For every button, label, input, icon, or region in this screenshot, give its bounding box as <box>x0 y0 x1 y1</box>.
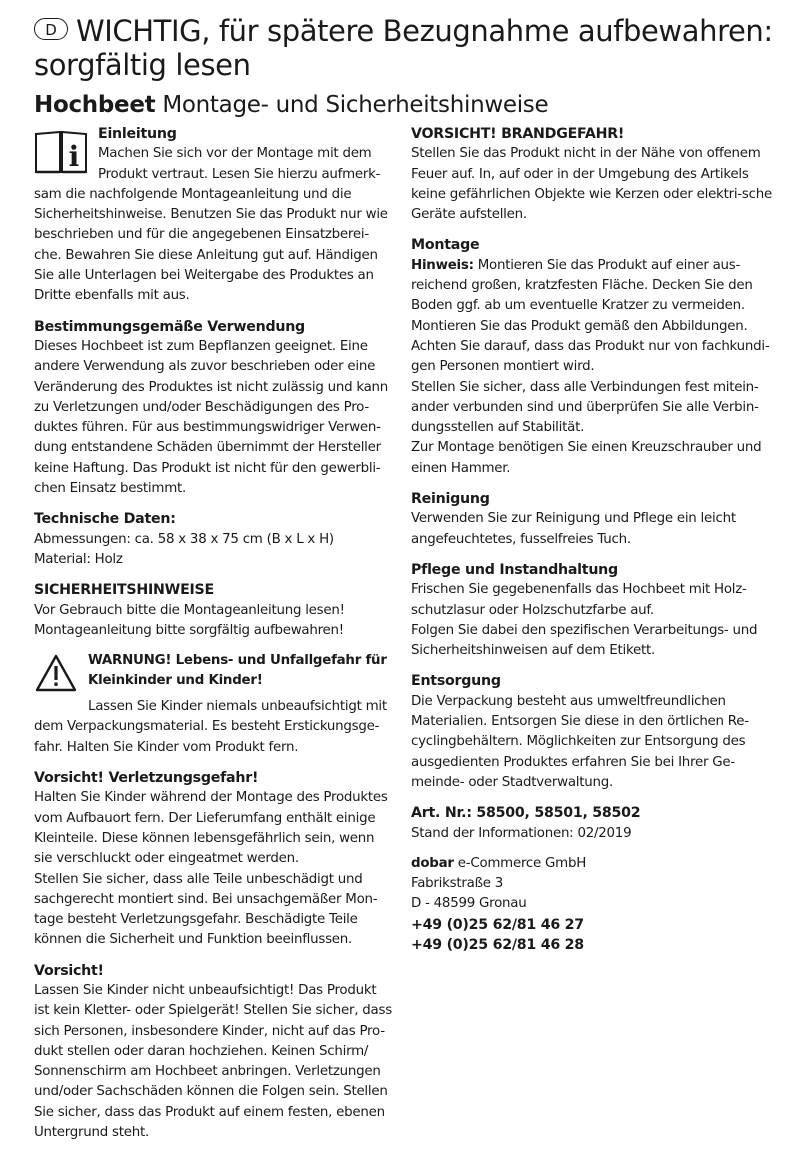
section-brandgefahr <box>411 124 783 225</box>
montage-heading: Montage <box>411 237 480 254</box>
einleitung-text: Machen Sie sich vor der Montage mit dem Produkt vertraut. Lesen Sie hierzu aufmerk-sam die nachfolgende Montageanleitung und die Sicherheitshinweise. Benutzen Sie das Produkt nur wie beschrieben und für die angegebenen Einsatzberei-che. Bewahren Sie diese Anleitung gut auf. Händigen Sie alle Unterlagen bei Weitergabe des Produktes an Dritte ebenfalls mit aus. <box>34 146 388 304</box>
section-entsorgung <box>411 671 783 793</box>
company-city: D - 48599 Gronau <box>411 896 527 912</box>
warnung-text: Lassen Sie Kinder niemals unbeaufsichtigt mit dem Verpackungsmaterial. Es besteht Erstickungsge-fahr. Halten Sie Kinder vom Produkt fern. <box>34 699 387 755</box>
sicherheit-heading: SICHERHEITSHINWEISE <box>34 582 214 599</box>
pflege-text-1: Frischen Sie gegebenenfalls das Hochbeet mit Holz-schutzlasur oder Holzschutzfarbe auf. <box>411 582 747 618</box>
montage-hinweis-text: Montieren Sie das Produkt auf einer aus-reichend großen, kratzfesten Fläche. Decken Sie den Boden ggf. ab um eventuelle Kratzer zu vermeiden. <box>411 257 753 314</box>
section-sicherheitshinweise <box>34 580 394 641</box>
einleitung-heading: Einleitung <box>98 126 177 142</box>
material-text: Material: Holz <box>34 551 123 567</box>
language-badge: D <box>34 18 68 40</box>
left-column <box>34 124 394 1143</box>
reinigung-heading: Reinigung <box>411 491 490 508</box>
page-title: WICHTIG, für spätere Bezugnahme aufbewahren: sorgfältig lesen <box>34 14 773 82</box>
abmessungen-text: Abmessungen: ca. 58 x 38 x 75 cm (B x L x H) <box>34 531 334 547</box>
bestimmung-text: Dieses Hochbeet ist zum Bepflanzen geeignet. Eine andere Verwendung als zuvor beschrieben oder eine Veränderung des Produktes ist nicht zulässig und kann zu Verletzungen und/oder Beschädigungen des Pro-duktes führen. Für aus bestimmungswidriger Verwen-dung entstandene Schäden übernimmt der Hersteller keine Haftung. Das Produkt ist nicht für den gewerbli-chen Einsatz bestimmt. <box>34 338 389 497</box>
right-column <box>411 124 783 955</box>
book-info-icon <box>34 128 88 178</box>
page-subtitle <box>34 91 548 119</box>
hinweis-label: Hinweis: <box>411 257 474 273</box>
company-brand: dobar <box>411 855 454 871</box>
verletzung-text-1: Halten Sie Kinder während der Montage des Produktes vom Aufbauort fern. Der Lieferumfang enthält einige Kleinteile. Diese können lebensgefährlich sein, wenn sie verschluckt oder eingeatmet werden. <box>34 790 388 867</box>
svg-text:i: i <box>68 140 80 173</box>
sicherheit-line-1: Vor Gebrauch bitte die Montageanleitung lesen! <box>34 602 345 618</box>
entsorgung-text: Die Verpackung besteht aus umweltfreundlichen Materialien. Entsorgen Sie diese in den örtlichen Re-cyclingbehältern. Möglichkeiten zur Entsorgung des ausgedienten Produktes erfahren Sie bei Ihrer Ge-meinde- oder Stadtverwaltung. <box>411 693 749 790</box>
section-warnung <box>34 651 394 758</box>
company-suffix: e-Commerce GmbH <box>453 855 587 871</box>
product-name: Hochbeet <box>34 92 156 118</box>
section-reinigung <box>411 489 783 550</box>
reinigung-text: Verwenden Sie zur Reinigung und Pflege ein leicht angefeuchtetes, fusselfreies Tuch. <box>411 511 736 547</box>
brand-heading: VORSICHT! BRANDGEFAHR! <box>411 126 625 142</box>
section-vorsicht <box>34 961 394 1144</box>
warning-triangle-icon <box>34 653 78 697</box>
section-technische-daten <box>34 509 394 570</box>
art-nr: Art. Nr.: 58500, 58501, 58502 <box>411 805 641 822</box>
vorsicht-heading: Vorsicht! <box>34 962 104 979</box>
montage-text-5: Zur Montage benötigen Sie einen Kreuzschrauber und einen Hammer. <box>411 440 762 476</box>
bestimmung-heading: Bestimmungsgemäße Verwendung <box>34 318 305 335</box>
section-bestimmung <box>34 317 394 500</box>
company-phone-1: +49 (0)25 62/81 46 27 <box>411 916 584 933</box>
company-street: Fabrikstraße 3 <box>411 876 504 892</box>
verletzung-text-2: Stellen Sie sicher, dass alle Teile unbeschädigt und sachgerecht montiert sind. Bei unsachgemäßer Mon-tage besteht Verletzungsgefahr. Beschädigte Teile können die Sicherheit und Funktion beeinflussen. <box>34 871 378 948</box>
company-name <box>411 854 783 874</box>
vorsicht-text: Lassen Sie Kinder nicht unbeaufsichtigt! Das Produkt ist kein Kletter- oder Spielgerät! Stellen Sie sicher, dass sich Personen, insbesondere Kinder, nicht auf das Pro-dukt stellen oder daran hochziehen. Keinen Schirm/ Sonnenschirm am Hochbeet anbringen. Verletzungen und/oder Sachschäden können die Folgen sein. Stellen Sie sicher, dass das Produkt auf einem festen, ebenen Untergrund steht. <box>34 982 392 1141</box>
title-row <box>34 14 794 82</box>
pflege-heading: Pflege und Instandhaltung <box>411 561 618 578</box>
section-montage <box>411 235 783 479</box>
montage-text-3: Achten Sie darauf, dass das Produkt nur von fachkundi-gen Personen montiert wird. <box>411 338 770 375</box>
montage-text-4: Stellen Sie sicher, dass alle Verbindungen fest mitein-ander verbunden sind und überprüfen Sie alle Verbin-dungsstellen auf Stabilität. <box>411 379 759 436</box>
technische-heading: Technische Daten: <box>34 511 176 528</box>
montage-text-2: Montieren Sie das Produkt gemäß den Abbildungen. <box>411 318 748 334</box>
section-artikel <box>411 803 783 844</box>
entsorgung-heading: Entsorgung <box>411 673 501 690</box>
verletzung-heading: Vorsicht! Verletzungsgefahr! <box>34 770 259 787</box>
brand-text: Stellen Sie das Produkt nicht in der Nähe von offenem Feuer auf. In, auf oder in der Umgebung des Artikels keine gefährlichen Objekte wie Kerzen oder elektri-sche Geräte aufstellen. <box>411 146 772 223</box>
section-company <box>411 854 783 955</box>
stand-der-informationen: Stand der Informationen: 02/2019 <box>411 825 632 841</box>
pflege-text-2: Folgen Sie dabei den spezifischen Verarbeitungs- und Sicherheitshinweisen auf dem Etikett. <box>411 622 758 659</box>
section-verletzungsgefahr <box>34 768 394 951</box>
subtitle-text: Montage- und Sicherheitshinweise <box>155 92 549 118</box>
sicherheit-line-2: Montageanleitung bitte sorgfältig aufbewahren! <box>34 622 344 638</box>
section-pflege <box>411 560 783 661</box>
section-einleitung <box>34 124 394 307</box>
company-phone-2: +49 (0)25 62/81 46 28 <box>411 936 584 953</box>
warnung-heading: WARNUNG! Lebens- und Unfallgefahr für Kleinkinder und Kinder! <box>88 653 387 689</box>
montage-text-1 <box>411 256 783 317</box>
